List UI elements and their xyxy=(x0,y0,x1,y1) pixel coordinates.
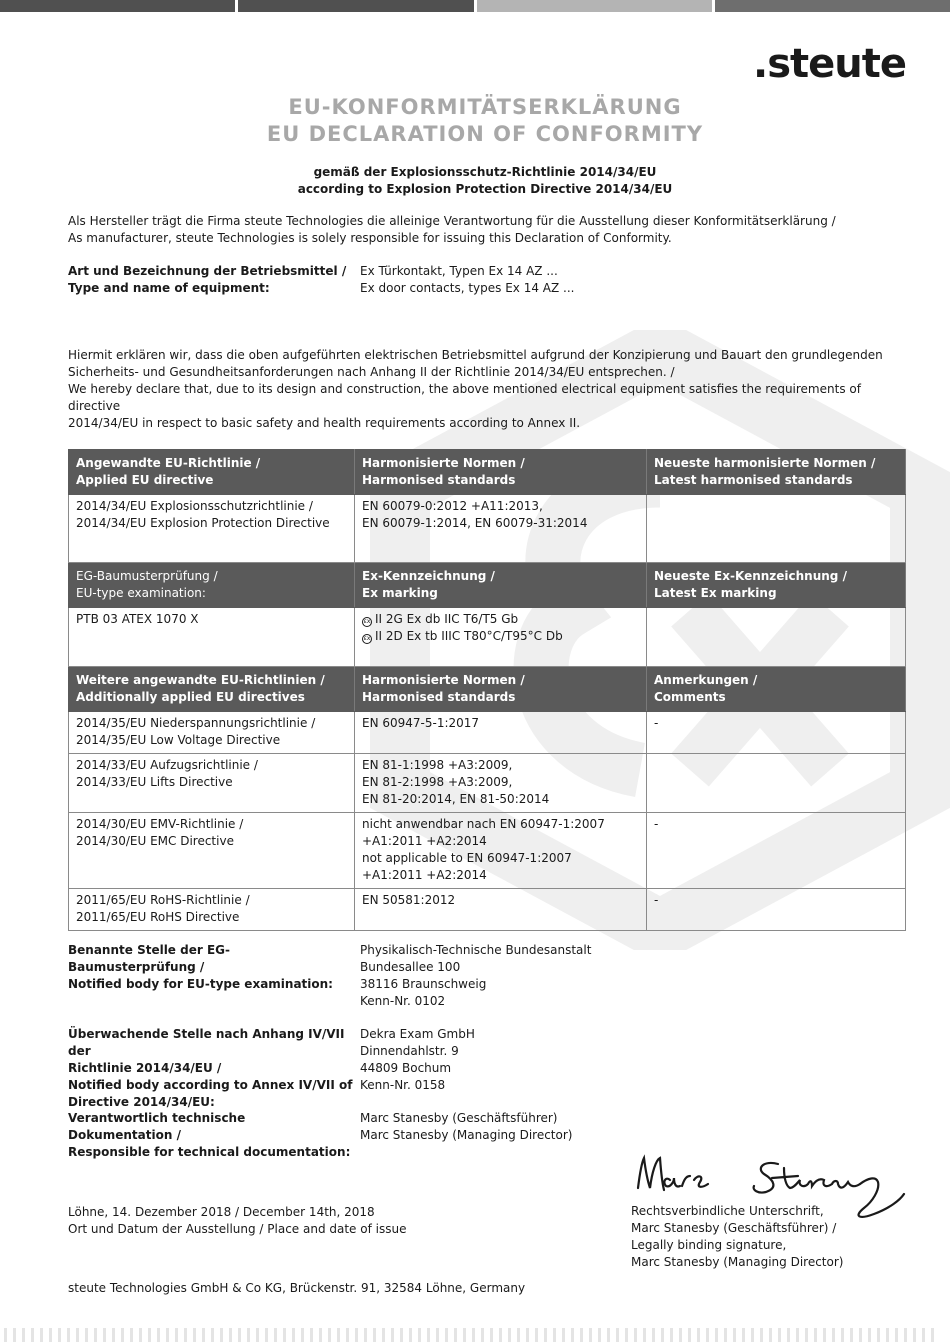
notified-body-value: Physikalisch-Technische Bundesanstalt Bundesallee 100 38116 Braunschweig Kenn-Nr. 0102 xyxy=(360,943,592,1008)
intro-text xyxy=(68,213,908,247)
declaration-line: We hereby declare that, due to its design and construction, the above mentioned electrical equipment satisfies the requirements of directive xyxy=(68,382,861,413)
top-bar-segment xyxy=(238,0,473,12)
conformity-table xyxy=(68,449,906,931)
table-header-row xyxy=(69,667,906,712)
table-cell xyxy=(647,608,906,667)
table-header-cell: Anmerkungen / Comments xyxy=(647,667,906,712)
table-cell xyxy=(647,495,906,563)
company-footer: steute Technologies GmbH & Co KG, Brückenstr. 91, 32584 Löhne, Germany xyxy=(68,1281,526,1295)
monitoring-body-value: Dekra Exam GmbH Dinnendahlstr. 9 44809 Bochum Kenn-Nr. 0158 xyxy=(360,1027,475,1092)
equipment-label-de: Art und Bezeichnung der Betriebsmittel / xyxy=(68,264,347,278)
subtitle-en: according to Explosion Protection Directive 2014/34/EU xyxy=(297,182,673,196)
table-header-cell: Angewandte EU-Richtlinie / Applied EU directive xyxy=(69,450,355,495)
table-cell: nicht anwendbar nach EN 60947-1:2007 +A1:2011 +A2:2014 not applicable to EN 60947-1:2007 +A1:2011 +A2:2014 xyxy=(355,813,647,889)
subtitle-de: gemäß der Explosionsschutz-Richtlinie 2014/34/EU xyxy=(313,165,657,179)
equipment-label-en: Type and name of equipment: xyxy=(68,281,270,295)
declaration-line: 2014/34/EU in respect to basic safety and health requirements according to Annex II. xyxy=(68,416,581,430)
top-bar-segment xyxy=(0,0,235,12)
declaration-line: Hiermit erklären wir, dass die oben aufgeführten elektrischen Betriebsmittel aufgrund der Konzipierung und Bauart den grundlegenden xyxy=(68,348,883,362)
declaration-text xyxy=(68,347,908,432)
monitoring-body-label: Überwachende Stelle nach Anhang IV/VII der Richtlinie 2014/34/EU / Notified body according to Annex IV/VII of Directive 2014/34/EU: xyxy=(68,1027,353,1109)
table-header-cell: EG-Baumusterprüfung / EU-type examination: xyxy=(69,563,355,608)
page-title xyxy=(0,94,950,148)
documentation-label: Verantwortlich technische Dokumentation / Responsible for technical documentation: xyxy=(68,1111,351,1159)
table-cell: EN 81-1:1998 +A3:2009, EN 81-2:1998 +A3:2009, EN 81-20:2014, EN 81-50:2014 xyxy=(355,754,647,813)
table-cell: εx II 2G Ex db IIC T6/T5 Gb εx II 2D Ex tb IIIC T80°C/T95°C Db xyxy=(355,608,647,667)
table-row xyxy=(69,889,906,931)
table-row xyxy=(69,754,906,813)
table-cell: EN 60947-5-1:2017 xyxy=(355,712,647,754)
table-cell xyxy=(647,754,906,813)
table-cell: - xyxy=(647,889,906,931)
table-cell: 2014/35/EU Niederspannungsrichtlinie / 2014/35/EU Low Voltage Directive xyxy=(69,712,355,754)
table-header-row xyxy=(69,563,906,608)
intro-de: Als Hersteller trägt die Firma steute Technologies die alleinige Verantwortung für die Ausstellung dieser Konformitätserklärung / xyxy=(68,214,836,228)
table-header-cell: Weitere angewandte EU-Richtlinien / Additionally applied EU directives xyxy=(69,667,355,712)
table-header-row xyxy=(69,450,906,495)
table-cell: 2014/33/EU Aufzugsrichtlinie / 2014/33/EU Lifts Directive xyxy=(69,754,355,813)
table-header-cell: Harmonisierte Normen / Harmonised standards xyxy=(355,450,647,495)
equipment-label xyxy=(68,263,358,297)
title-en: EU DECLARATION OF CONFORMITY xyxy=(266,122,704,146)
table-cell: EN 60079-0:2012 +A11:2013, EN 60079-1:2014, EN 60079-31:2014 xyxy=(355,495,647,563)
table-cell: PTB 03 ATEX 1070 X xyxy=(69,608,355,667)
steute-logo: .steute xyxy=(753,41,906,87)
table-cell: 2014/34/EU Explosionsschutzrichtlinie / 2014/34/EU Explosion Protection Directive xyxy=(69,495,355,563)
equipment-value-de: Ex Türkontakt, Typen Ex 14 AZ ... xyxy=(360,264,558,278)
top-color-bar xyxy=(0,0,950,12)
ex-mark-icon: εx xyxy=(363,618,371,625)
subtitle xyxy=(0,164,950,198)
ex-mark-icon: εx xyxy=(363,635,371,642)
table-row xyxy=(69,608,906,667)
table-header-cell: Harmonisierte Normen / Harmonised standards xyxy=(355,667,647,712)
documentation-value: Marc Stanesby (Geschäftsführer) Marc Stanesby (Managing Director) xyxy=(360,1111,573,1142)
equipment-value-en: Ex door contacts, types Ex 14 AZ ... xyxy=(360,281,575,295)
table-cell: - xyxy=(647,813,906,889)
table-row xyxy=(69,712,906,754)
table-header-cell: Ex-Kennzeichnung / Ex marking xyxy=(355,563,647,608)
table-header-cell: Neueste Ex-Kennzeichnung / Latest Ex marking xyxy=(647,563,906,608)
table-cell: 2011/65/EU RoHS-Richtlinie / 2011/65/EU RoHS Directive xyxy=(69,889,355,931)
table-row xyxy=(69,813,906,889)
declaration-line: Sicherheits- und Gesundheitsanforderungen nach Anhang II der Richtlinie 2014/34/EU entsprechen. / xyxy=(68,365,675,379)
signature-caption: Rechtsverbindliche Unterschrift, Marc Stanesby (Geschäftsführer) / Legally binding signature, Marc Stanesby (Managing Director) xyxy=(631,1204,844,1269)
title-de: EU-KONFORMITÄTSERKLÄRUNG xyxy=(288,95,682,119)
table-cell: 2014/30/EU EMV-Richtlinie / 2014/30/EU EMC Directive xyxy=(69,813,355,889)
table-cell: - xyxy=(647,712,906,754)
top-bar-segment xyxy=(477,0,712,12)
table-row xyxy=(69,495,906,563)
notified-body-label: Benannte Stelle der EG-Baumusterprüfung / Notified body for EU-type examination: xyxy=(68,943,333,991)
top-bar-segment xyxy=(715,0,950,12)
table-cell: EN 50581:2012 xyxy=(355,889,647,931)
equipment-value xyxy=(360,263,760,297)
place-and-date: Löhne, 14. Dezember 2018 / December 14th, 2018 Ort und Datum der Ausstellung / Place and date of issue xyxy=(68,1205,407,1236)
intro-en: As manufacturer, steute Technologies is solely responsible for issuing this Declaration of Conformity. xyxy=(68,231,672,245)
bottom-edge-pattern xyxy=(0,1326,950,1344)
table-header-cell: Neueste harmonisierte Normen / Latest harmonised standards xyxy=(647,450,906,495)
